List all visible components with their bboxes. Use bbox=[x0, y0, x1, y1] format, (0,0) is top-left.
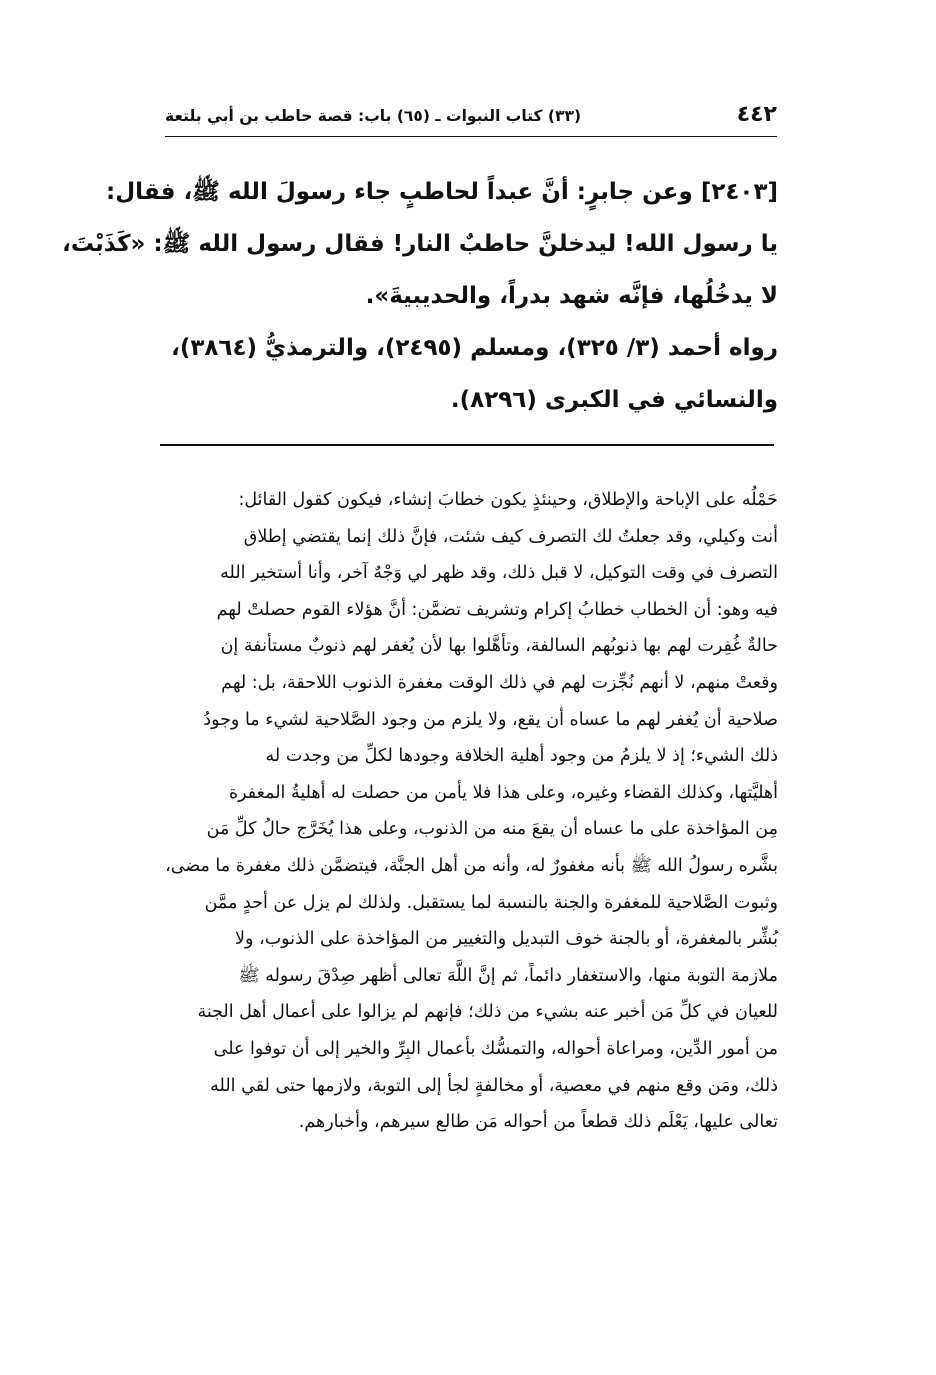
commentary-line: وثبوت الصَّلاحية للمغفرة والجنة بالنسبة لما يستقبل. ولذلك لم يزل عن أحدٍ ممَّن bbox=[204, 892, 778, 913]
commentary-line: مِن المؤاخذة على ما عساه أن يقعَ منه من الذنوب، وعلى هذا يُخَرَّج حالُ كلِّ مَن bbox=[206, 819, 778, 840]
sources-line: رواه أحمد (٣/ ٣٢٥)، ومسلم (٢٤٩٥)، والترمذيُّ (٣٨٦٤)، bbox=[171, 335, 778, 361]
commentary-line: ملازمة التوبة منها، والاستغفار دائماً، ثم إنَّ اللَّهَ تعالى أظهر صِدْقَ رسوله ﷺ bbox=[238, 965, 778, 986]
commentary-line: فيه وهو: أن الخطاب خطابُ إكرام وتشريف تضمَّن: أنَّ هؤلاء القوم حصلتْ لهم bbox=[216, 599, 778, 620]
header-rule bbox=[165, 136, 777, 137]
commentary-line: حَمْلُه على الإباحة والإطلاق، وحينئذٍ يكون خطابَ إنشاء، فيكون كقول القائل: bbox=[238, 490, 778, 510]
commentary-line: للعيان في كلِّ مَن أخبر عنه بشيء من ذلك؛ فإنهم لم يزالوا على أعمال أهل الجنة bbox=[197, 1002, 778, 1023]
hadith-line: يا رسول الله! ليدخلنَّ حاطبٌ النار! فقال رسول الله ﷺ: «كَذَبْتَ، bbox=[62, 231, 778, 257]
commentary-line: من أمور الدِّين، ومراعاة أحواله، والتمسُّك بأعمال البِرِّ والخير إلى أن توفوا على bbox=[213, 1038, 778, 1059]
hadith-number: [٢٤٠٣] bbox=[700, 179, 778, 205]
section-separator bbox=[160, 444, 774, 446]
commentary-line: ذلك، ومَن وقع منهم في معصية، أو مخالفةٍ لجأ إلى التوبة، ولازمها حتى لقي الله bbox=[210, 1075, 778, 1096]
hadith-text bbox=[62, 166, 778, 322]
commentary-text bbox=[160, 482, 778, 1141]
page-header bbox=[165, 100, 777, 134]
commentary-line: صلاحية أن يُغفر لهم ما عساه أن يقع، ولا يلزم من وجود الصَّلاحية لشيء ما وجودُ bbox=[203, 709, 778, 730]
hadith-sources bbox=[160, 322, 778, 426]
commentary-line: بشَّره رسولُ الله ﷺ بأنه مغفورٌ له، وأنه من أهل الجنَّة، فيتضمَّن ذلك مغفرة ما مضى، bbox=[165, 855, 778, 876]
commentary-line: أنت وكيلي، وقد جعلتُ لك التصرف كيف شئت، فإنَّ ذلك إنما يقتضي إطلاق bbox=[243, 526, 778, 547]
commentary-line: التصرف في وقت التوكيل، لا قبل ذلك، وقد ظهر لي وَجْهٌ آخر، وأنا أستخير الله bbox=[220, 563, 778, 584]
commentary-line: ذلك الشيء؛ إذ لا يلزمُ من وجود أهلية الخلافة وجودها لكلِّ من وجدت له bbox=[265, 746, 778, 767]
commentary-line: بُشِّر بالمغفرة، أو بالجنة خوف التبديل والتغيير من المؤاخذة على الذنوب، ولا bbox=[235, 929, 778, 950]
commentary-line: حالةٌ غُفِرت لهم بها ذنوبُهم السالفة، وتأهَّلوا بها لأن يُغفر لهم ذنوبٌ مستأنفة إن bbox=[220, 636, 778, 657]
hadith-line-text: وعن جابرٍ: أنَّ عبداً لحاطبٍ جاء رسولَ الله ﷺ، فقال: bbox=[106, 179, 693, 205]
commentary-line: وقعتْ منهم، لا أنهم نُجِّزت لهم في ذلك الوقت مغفرة الذنوب اللاحقة، بل: لهم bbox=[221, 672, 778, 693]
commentary-line: أهليَّتها، وكذلك القضاء وغيره، وعلى هذا فلا يأمن من حصلت له أهليةُ المغفرة bbox=[228, 782, 778, 803]
running-title: (٣٣) كتاب النبوات ـ (٦٥) باب: قصة حاطب بن أبي بلتعة bbox=[165, 107, 582, 125]
page-number: ٤٤٢ bbox=[736, 102, 777, 127]
hadith-line bbox=[106, 166, 778, 218]
hadith-line: لا يدخُلُها، فإنَّه شهد بدراً، والحديبيةَ». bbox=[365, 283, 778, 309]
commentary-line: تعالى عليها، يَعْلَم ذلك قطعاً من أحواله مَن طالع سيرهم، وأخبارهم. bbox=[298, 1112, 778, 1133]
sources-line: والنسائي في الكبرى (٨٢٩٦). bbox=[450, 387, 778, 413]
